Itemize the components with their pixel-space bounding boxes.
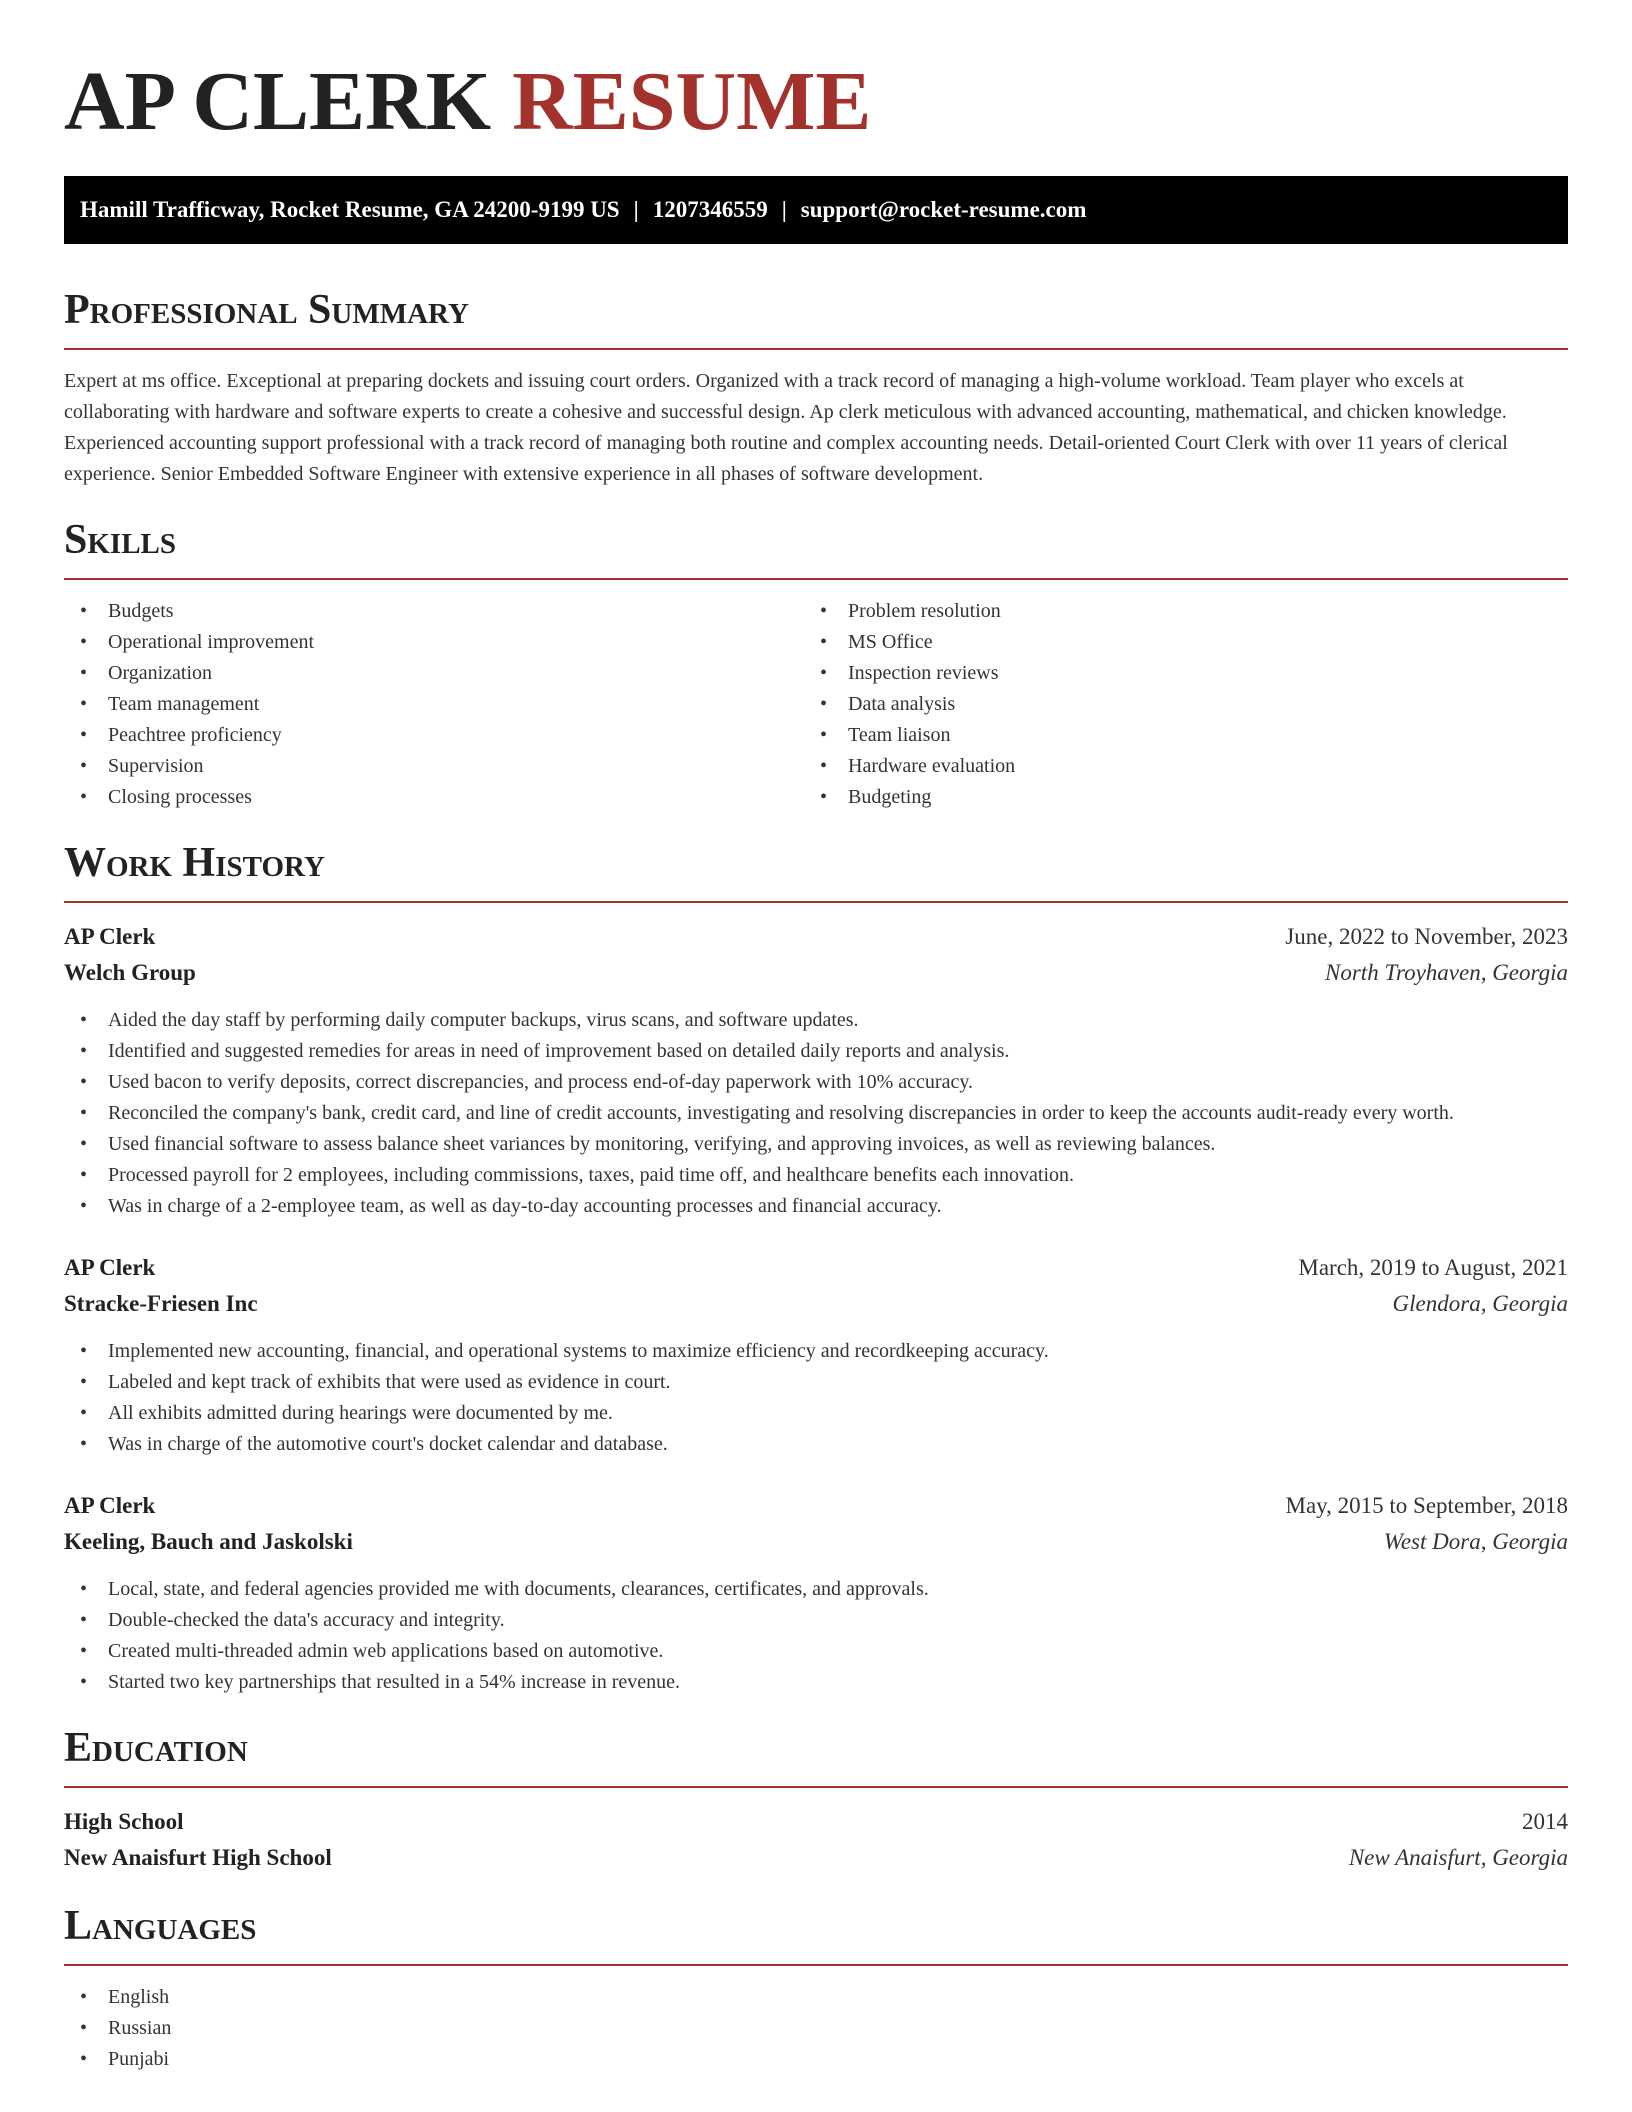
education-school-row: [64, 1840, 1568, 1876]
work-heading: Work History: [64, 840, 325, 886]
job-location: West Dora, Georgia: [1383, 1529, 1568, 1554]
job-entry: [64, 919, 1568, 1222]
job-bullet: • Started two key partnerships that resulted in a 54% increase in revenue.: [64, 1667, 1568, 1698]
section-divider: [64, 901, 1568, 903]
skill-item: • Organization: [64, 658, 804, 689]
summary-heading: Professional Summary: [64, 287, 469, 333]
education-degree: High School: [64, 1809, 184, 1834]
contact-bar: [64, 176, 1568, 244]
job-bullet: • Double-checked the data's accuracy and integrity.: [64, 1605, 1568, 1636]
job-company-row: [64, 955, 1568, 991]
education-year: 2014: [1522, 1809, 1568, 1834]
contact-address: Hamill Trafficway, Rocket Resume, GA 24200-9199 US: [80, 197, 620, 222]
contact-separator: |: [781, 197, 787, 222]
skill-item: • Operational improvement: [64, 627, 804, 658]
skill-item: • Closing processes: [64, 782, 804, 813]
job-header-row: [64, 1488, 1568, 1524]
section-divider: [64, 1786, 1568, 1788]
job-company: Keeling, Bauch and Jaskolski: [64, 1529, 353, 1554]
language-item: • Punjabi: [64, 2044, 1568, 2075]
contact-email: support@rocket-resume.com: [800, 197, 1087, 222]
job-company: Welch Group: [64, 960, 196, 985]
skills-columns: [64, 596, 1568, 813]
education-header-row: [64, 1804, 1568, 1840]
skills-list-left: [64, 596, 804, 813]
job-entry: [64, 1250, 1568, 1460]
job-bullet: • Created multi-threaded admin web applications based on automotive.: [64, 1636, 1568, 1667]
skill-item: • Problem resolution: [804, 596, 1544, 627]
job-entry: [64, 1488, 1568, 1698]
job-location: North Troyhaven, Georgia: [1325, 960, 1568, 985]
section-divider: [64, 578, 1568, 580]
contact-phone: 1207346559: [652, 197, 768, 222]
job-bullet: • Aided the day staff by performing daily computer backups, virus scans, and software updates.: [64, 1005, 1568, 1036]
job-company: Stracke-Friesen Inc: [64, 1291, 258, 1316]
skill-item: • Data analysis: [804, 689, 1544, 720]
title-accent: RESUME: [512, 55, 872, 148]
skills-list-right: [804, 596, 1544, 813]
section-divider: [64, 348, 1568, 350]
skills-section: [64, 516, 1568, 813]
job-title: AP Clerk: [64, 1255, 156, 1280]
job-bullet: • Processed payroll for 2 employees, including commissions, taxes, paid time off, and healthcare benefits each innovation.: [64, 1160, 1568, 1191]
skill-item: • Budgeting: [804, 782, 1544, 813]
job-bullet: • Labeled and kept track of exhibits that were used as evidence in court.: [64, 1367, 1568, 1398]
language-item: • English: [64, 1982, 1568, 2013]
job-bullet: • Identified and suggested remedies for areas in need of improvement based on detailed daily reports and analysis.: [64, 1036, 1568, 1067]
job-dates: June, 2022 to November, 2023: [1285, 924, 1568, 949]
title-main: AP CLERK: [64, 55, 492, 148]
education-heading: Education: [64, 1725, 248, 1771]
job-header-row: [64, 919, 1568, 955]
skill-item: • Supervision: [64, 751, 804, 782]
education-school: New Anaisfurt High School: [64, 1845, 332, 1870]
contact-separator: |: [633, 197, 639, 222]
job-dates: March, 2019 to August, 2021: [1298, 1255, 1568, 1280]
languages-section: [64, 1902, 1568, 2075]
job-bullet: • Used bacon to verify deposits, correct discrepancies, and process end-of-day paperwork with 10% accuracy.: [64, 1067, 1568, 1098]
job-bullet: • Implemented new accounting, financial, and operational systems to maximize efficiency and recordkeeping accuracy.: [64, 1336, 1568, 1367]
job-bullet: • All exhibits admitted during hearings were documented by me.: [64, 1398, 1568, 1429]
resume-page: [64, 0, 1568, 2075]
job-bullet: • Used financial software to assess balance sheet variances by monitoring, verifying, and approving invoices, as well as reviewing balances.: [64, 1129, 1568, 1160]
job-bullets: [64, 1005, 1568, 1222]
job-bullet: • Was in charge of a 2-employee team, as well as day-to-day accounting processes and financial accuracy.: [64, 1191, 1568, 1222]
job-bullet: • Local, state, and federal agencies provided me with documents, clearances, certificates, and approvals.: [64, 1574, 1568, 1605]
education-entry: [64, 1804, 1568, 1876]
job-title: AP Clerk: [64, 1493, 156, 1518]
languages-heading: Languages: [64, 1903, 257, 1949]
job-location: Glendora, Georgia: [1392, 1291, 1568, 1316]
summary-text: Expert at ms office. Exceptional at preparing dockets and issuing court orders. Organized with a track record of managing a high-volume workload. Team player who excels at collaborating with hardware and software experts to create a cohesive and successful design. Ap clerk meticulous with advanced accounting, mathematical, and chicken knowledge. Experienced accounting support professional with a track record of managing both routine and complex accounting needs. Detail-oriented Court Clerk with over 11 years of clerical experience. Senior Embedded Software Engineer with extensive experience in all phases of software development.: [64, 370, 1508, 485]
job-company-row: [64, 1286, 1568, 1322]
skill-item: • Team management: [64, 689, 804, 720]
education-section: [64, 1724, 1568, 1876]
skill-item: • MS Office: [804, 627, 1544, 658]
job-dates: May, 2015 to September, 2018: [1285, 1493, 1568, 1518]
job-header-row: [64, 1250, 1568, 1286]
education-location: New Anaisfurt, Georgia: [1348, 1845, 1568, 1870]
skill-item: • Peachtree proficiency: [64, 720, 804, 751]
job-bullets: [64, 1574, 1568, 1698]
languages-list: [64, 1982, 1568, 2075]
job-bullets: [64, 1336, 1568, 1460]
job-bullet: • Was in charge of the automotive court's docket calendar and database.: [64, 1429, 1568, 1460]
skill-item: • Hardware evaluation: [804, 751, 1544, 782]
work-section: [64, 839, 1568, 1698]
summary-section: [64, 286, 1568, 490]
language-item: • Russian: [64, 2013, 1568, 2044]
section-divider: [64, 1964, 1568, 1966]
skills-heading: Skills: [64, 517, 177, 563]
skill-item: • Budgets: [64, 596, 804, 627]
job-bullet: • Reconciled the company's bank, credit card, and line of credit accounts, investigating and resolving discrepancies in order to keep the accounts audit-ready every worth.: [64, 1098, 1568, 1129]
skill-item: • Team liaison: [804, 720, 1544, 751]
resume-title: [64, 0, 1568, 176]
job-title: AP Clerk: [64, 924, 156, 949]
job-company-row: [64, 1524, 1568, 1560]
skill-item: • Inspection reviews: [804, 658, 1544, 689]
